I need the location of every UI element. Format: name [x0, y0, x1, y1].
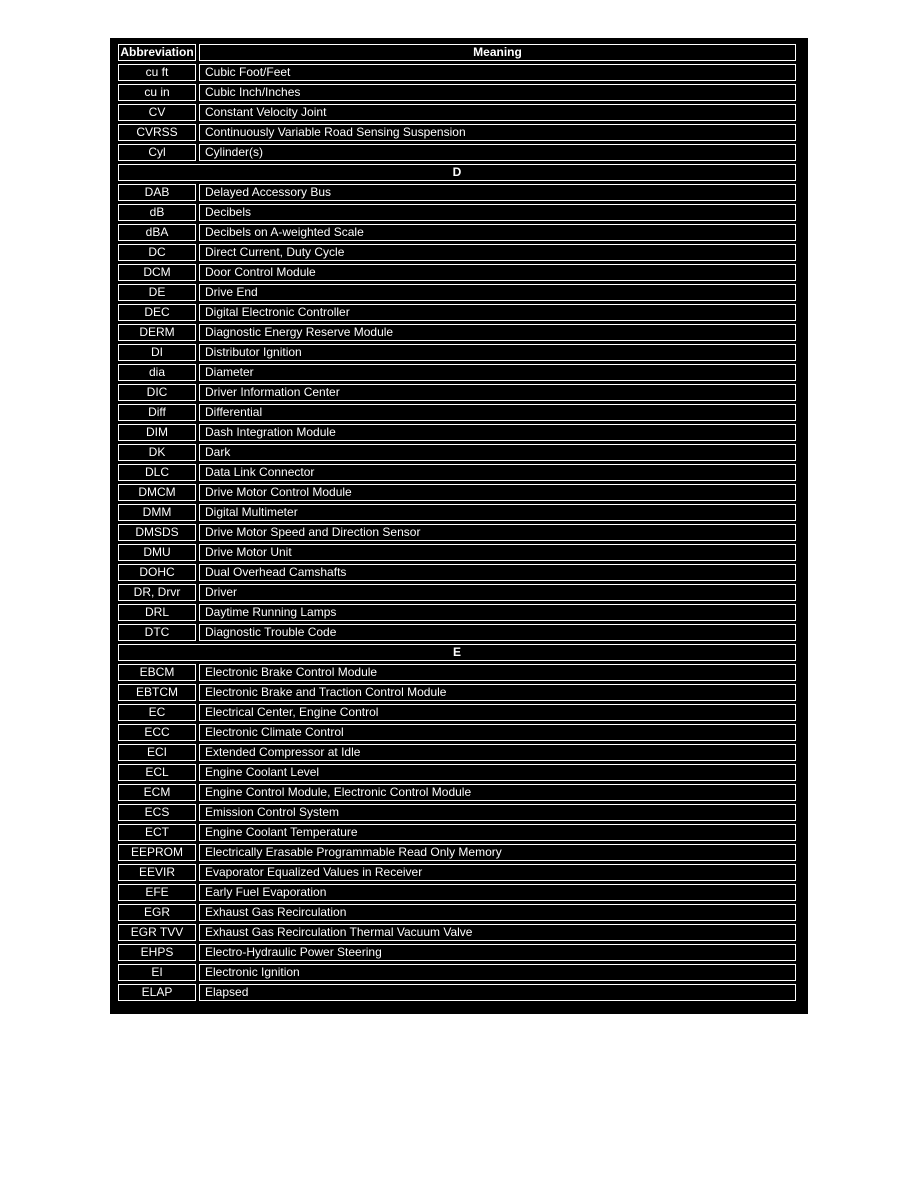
meaning-cell: Driver	[199, 584, 796, 601]
table-row	[118, 564, 796, 581]
table-row	[118, 684, 796, 701]
abbreviation-cell: EI	[118, 964, 196, 981]
meaning-cell: Delayed Accessory Bus	[199, 184, 796, 201]
abbreviation-cell: cu ft	[118, 64, 196, 81]
section-letter: E	[118, 644, 796, 661]
abbreviation-table-body	[118, 64, 796, 1001]
table-row	[118, 364, 796, 381]
meaning-cell: Data Link Connector	[199, 464, 796, 481]
table-row	[118, 264, 796, 281]
table-row	[118, 124, 796, 141]
meaning-cell: Dark	[199, 444, 796, 461]
meaning-cell: Exhaust Gas Recirculation Thermal Vacuum Valve	[199, 924, 796, 941]
meaning-cell: Diagnostic Energy Reserve Module	[199, 324, 796, 341]
table-row	[118, 144, 796, 161]
abbreviation-cell: DE	[118, 284, 196, 301]
meaning-cell: Exhaust Gas Recirculation	[199, 904, 796, 921]
abbreviation-cell: DMM	[118, 504, 196, 521]
meaning-cell: Engine Coolant Level	[199, 764, 796, 781]
table-row	[118, 864, 796, 881]
meaning-cell: Door Control Module	[199, 264, 796, 281]
table-row	[118, 744, 796, 761]
abbreviation-cell: DMU	[118, 544, 196, 561]
table-row	[118, 244, 796, 261]
abbreviation-cell: DEC	[118, 304, 196, 321]
table-row	[118, 964, 796, 981]
meaning-cell: Driver Information Center	[199, 384, 796, 401]
table-row	[118, 104, 796, 121]
meaning-cell: Early Fuel Evaporation	[199, 884, 796, 901]
meaning-cell: Direct Current, Duty Cycle	[199, 244, 796, 261]
table-row	[118, 84, 796, 101]
meaning-cell: Daytime Running Lamps	[199, 604, 796, 621]
meaning-cell: Electrically Erasable Programmable Read Only Memory	[199, 844, 796, 861]
table-row	[118, 924, 796, 941]
meaning-cell: Evaporator Equalized Values in Receiver	[199, 864, 796, 881]
abbreviation-table	[110, 38, 808, 1014]
meaning-cell: Emission Control System	[199, 804, 796, 821]
table-row	[118, 464, 796, 481]
abbreviation-cell: DIC	[118, 384, 196, 401]
abbreviation-cell: EHPS	[118, 944, 196, 961]
table-row	[118, 624, 796, 641]
meaning-cell: Continuously Variable Road Sensing Suspension	[199, 124, 796, 141]
meaning-cell: Electronic Ignition	[199, 964, 796, 981]
abbreviation-cell: DIM	[118, 424, 196, 441]
table-row	[118, 444, 796, 461]
meaning-cell: Engine Control Module, Electronic Control Module	[199, 784, 796, 801]
meaning-cell: Drive Motor Unit	[199, 544, 796, 561]
abbreviation-cell: DAB	[118, 184, 196, 201]
abbreviation-cell: ECL	[118, 764, 196, 781]
abbreviation-cell: cu in	[118, 84, 196, 101]
abbreviation-cell: EFE	[118, 884, 196, 901]
abbreviation-cell: dBA	[118, 224, 196, 241]
table-row	[118, 664, 796, 681]
section-header-row	[118, 644, 796, 661]
abbreviation-cell: EBCM	[118, 664, 196, 681]
abbreviation-cell: dia	[118, 364, 196, 381]
table-row	[118, 824, 796, 841]
table-row	[118, 284, 796, 301]
table-row	[118, 584, 796, 601]
table-row	[118, 704, 796, 721]
abbreviation-cell: ECC	[118, 724, 196, 741]
table-row	[118, 724, 796, 741]
abbreviation-cell: Diff	[118, 404, 196, 421]
table-row	[118, 784, 796, 801]
abbreviation-cell: DTC	[118, 624, 196, 641]
table-row	[118, 884, 796, 901]
meaning-cell: Cubic Inch/Inches	[199, 84, 796, 101]
meaning-cell: Engine Coolant Temperature	[199, 824, 796, 841]
table-row	[118, 304, 796, 321]
table-row	[118, 524, 796, 541]
meaning-cell: Diameter	[199, 364, 796, 381]
abbreviation-cell: DMSDS	[118, 524, 196, 541]
meaning-cell: Dual Overhead Camshafts	[199, 564, 796, 581]
meaning-cell: Drive End	[199, 284, 796, 301]
abbreviation-cell: CVRSS	[118, 124, 196, 141]
table-row	[118, 544, 796, 561]
meaning-cell: Digital Multimeter	[199, 504, 796, 521]
meaning-cell: Decibels on A-weighted Scale	[199, 224, 796, 241]
meaning-cell: Electronic Climate Control	[199, 724, 796, 741]
table-row	[118, 384, 796, 401]
table-row	[118, 604, 796, 621]
table-row	[118, 804, 796, 821]
table-row	[118, 984, 796, 1001]
section-header-row	[118, 164, 796, 181]
abbreviation-cell: DRL	[118, 604, 196, 621]
abbreviation-cell: dB	[118, 204, 196, 221]
table-row	[118, 424, 796, 441]
table-row	[118, 504, 796, 521]
meaning-cell: Differential	[199, 404, 796, 421]
table-row	[118, 184, 796, 201]
table-row	[118, 64, 796, 81]
abbreviation-cell: DR, Drvr	[118, 584, 196, 601]
abbreviation-cell: CV	[118, 104, 196, 121]
abbreviation-cell: DCM	[118, 264, 196, 281]
table-row	[118, 204, 796, 221]
table-row	[118, 324, 796, 341]
abbreviation-cell: DI	[118, 344, 196, 361]
table-row	[118, 904, 796, 921]
table-row	[118, 224, 796, 241]
table-row	[118, 944, 796, 961]
abbreviation-cell: ECI	[118, 744, 196, 761]
meaning-cell: Electronic Brake and Traction Control Module	[199, 684, 796, 701]
meaning-cell: Digital Electronic Controller	[199, 304, 796, 321]
meaning-cell: Drive Motor Speed and Direction Sensor	[199, 524, 796, 541]
abbreviation-cell: ELAP	[118, 984, 196, 1001]
table-row	[118, 344, 796, 361]
abbreviation-column-header: Abbreviation	[118, 44, 196, 61]
table-row	[118, 484, 796, 501]
table-header-row	[118, 44, 796, 61]
meaning-cell: Extended Compressor at Idle	[199, 744, 796, 761]
abbreviation-cell: EEPROM	[118, 844, 196, 861]
abbreviation-cell: DMCM	[118, 484, 196, 501]
meaning-cell: Cubic Foot/Feet	[199, 64, 796, 81]
meaning-cell: Drive Motor Control Module	[199, 484, 796, 501]
abbreviation-cell: EBTCM	[118, 684, 196, 701]
abbreviation-cell: Cyl	[118, 144, 196, 161]
abbreviation-cell: DC	[118, 244, 196, 261]
table-row	[118, 404, 796, 421]
table-row	[118, 764, 796, 781]
abbreviation-cell: EGR	[118, 904, 196, 921]
meaning-cell: Electronic Brake Control Module	[199, 664, 796, 681]
abbreviation-cell: ECT	[118, 824, 196, 841]
meaning-cell: Elapsed	[199, 984, 796, 1001]
table-row	[118, 844, 796, 861]
section-letter: D	[118, 164, 796, 181]
meaning-cell: Distributor Ignition	[199, 344, 796, 361]
abbreviation-cell: DERM	[118, 324, 196, 341]
abbreviation-cell: EEVIR	[118, 864, 196, 881]
meaning-cell: Cylinder(s)	[199, 144, 796, 161]
meaning-cell: Decibels	[199, 204, 796, 221]
abbreviation-cell: EGR TVV	[118, 924, 196, 941]
meaning-cell: Electrical Center, Engine Control	[199, 704, 796, 721]
meaning-cell: Constant Velocity Joint	[199, 104, 796, 121]
abbreviation-cell: DLC	[118, 464, 196, 481]
abbreviation-cell: DOHC	[118, 564, 196, 581]
abbreviation-cell: ECS	[118, 804, 196, 821]
abbreviation-cell: DK	[118, 444, 196, 461]
abbreviation-cell: EC	[118, 704, 196, 721]
meaning-column-header: Meaning	[199, 44, 796, 61]
abbreviation-cell: ECM	[118, 784, 196, 801]
meaning-cell: Dash Integration Module	[199, 424, 796, 441]
meaning-cell: Diagnostic Trouble Code	[199, 624, 796, 641]
meaning-cell: Electro-Hydraulic Power Steering	[199, 944, 796, 961]
